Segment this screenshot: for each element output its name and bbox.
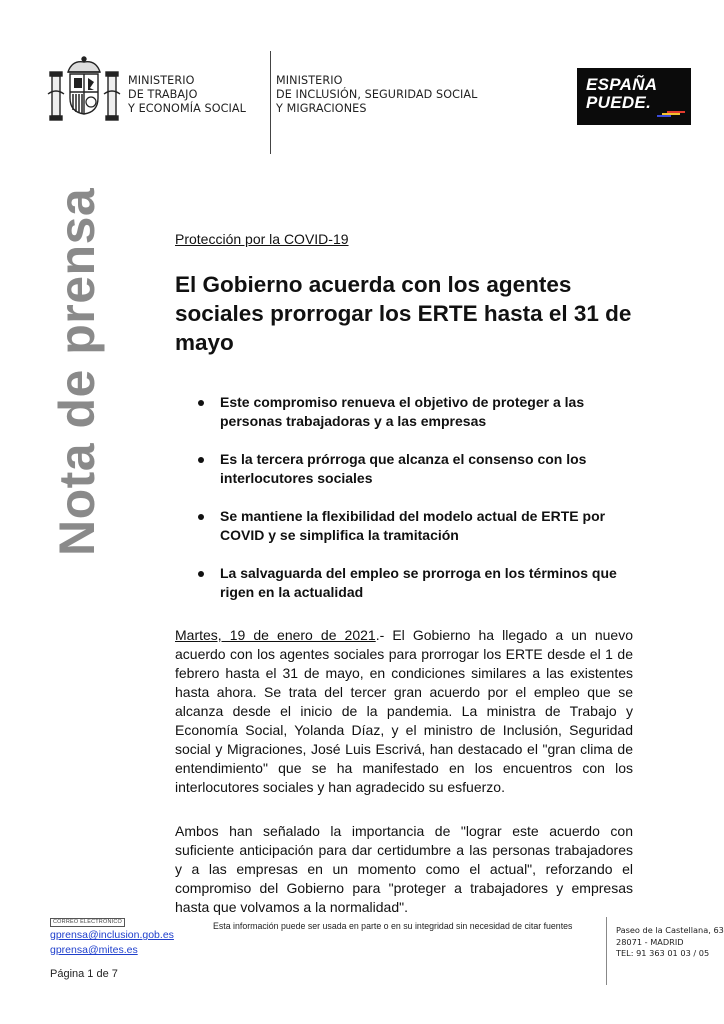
address-line-2: 28071 - MADRID — [616, 936, 684, 947]
key-point — [196, 564, 636, 602]
paragraph-2: Ambos han señalado la importancia de "lograr este acuerdo con suficiente anticipación para dar certidumbre a las personas trabajadores y a las empresas en un momento como el actual", reforzando el compromiso del Gobierno para "proteger a trabajadores y empresas hasta que volvamos a la normalidad". — [175, 823, 633, 915]
key-point — [196, 393, 636, 431]
address-phone: TEL: 91 363 01 03 / 05 — [616, 948, 710, 958]
email-link-mites[interactable]: gprensa@mites.es — [50, 944, 138, 956]
key-point — [196, 450, 636, 488]
postal-address — [616, 925, 724, 960]
ministry-2-line-3: Y MIGRACIONES — [276, 102, 367, 115]
ministry-trabajo-name — [128, 74, 246, 116]
paragraph-1-text: .- El Gobierno ha llegado a un nuevo acuerdo con los agentes sociales para prorrogar los ERTE desde el 1 de febrero hasta el 31 de mayo, en condiciones similares a las existentes hasta ahora. Se trata del tercer gran acuerdo por el empleo que se alcanza desde el inicio de la pandemia. La ministra de Trabajo y Economía Social, Yolanda Díaz, y el ministro de Inclusión, Seguridad social y Migraciones, José Luis Escrivá, han destacado el "gran clima de entendimiento" que se ha manifestado en los encuentros con los interlocutores sociales y han agradecido su esfuerzo. — [175, 627, 634, 795]
address-line-1: Paseo de la Castellana, 63 — [616, 925, 724, 935]
bullet-icon — [198, 514, 204, 520]
ministry-inclusion-name — [276, 74, 478, 116]
page-number: Página 1 de 7 — [50, 968, 118, 980]
flag-stripes-icon — [657, 111, 685, 117]
ministry-2-line-2: DE INCLUSIÓN, SEGURIDAD SOCIAL — [276, 88, 478, 101]
ministry-1-line-1: MINISTERIO — [128, 74, 195, 87]
key-point-text: La salvaguarda del empleo se prorroga en los términos que rigen en la actualidad — [220, 565, 617, 600]
bullet-icon — [198, 400, 204, 406]
logo-line-1: ESPAÑA — [586, 75, 658, 94]
key-point-text: Este compromiso renueva el objetivo de proteger a las personas trabajadoras y a las empresas — [220, 394, 585, 429]
key-point-text: Es la tercera prórroga que alcanza el consenso con los interlocutores sociales — [220, 451, 587, 486]
spanish-coat-of-arms-icon — [46, 54, 122, 124]
footer-disclaimer: Esta información puede ser usada en parte o en su integridad sin necesidad de citar fuentes — [213, 921, 573, 931]
ministry-1-line-3: Y ECONOMÍA SOCIAL — [128, 102, 247, 115]
key-point-text: Se mantiene la flexibilidad del modelo actual de ERTE por COVID y se simplifica la tramitación — [220, 508, 606, 543]
bullet-icon — [198, 571, 204, 577]
ministry-1-line-2: DE TRABAJO — [128, 88, 198, 101]
article-kicker: Protección por la COVID-19 — [175, 231, 349, 247]
paragraph-1 — [175, 626, 633, 797]
logo-line-2: PUEDE. — [586, 93, 652, 112]
espana-puede-logo — [577, 68, 691, 125]
header-divider — [270, 51, 271, 154]
email-link-inclusion[interactable]: gprensa@inclusion.gob.es — [50, 929, 174, 941]
key-point — [196, 507, 636, 545]
side-label-nota-de-prensa: Nota de prensa — [49, 187, 105, 556]
key-points-list — [196, 393, 636, 621]
bullet-icon — [198, 457, 204, 463]
article-title: El Gobierno acuerda con los agentes sociales prorrogar los ERTE hasta el 31 de mayo — [175, 272, 632, 355]
dateline: Martes, 19 de enero de 2021 — [175, 627, 376, 643]
ministry-2-line-1: MINISTERIO — [276, 74, 343, 87]
email-label: CORREO ELECTRÓNICO — [50, 918, 125, 927]
footer-divider — [606, 917, 607, 985]
